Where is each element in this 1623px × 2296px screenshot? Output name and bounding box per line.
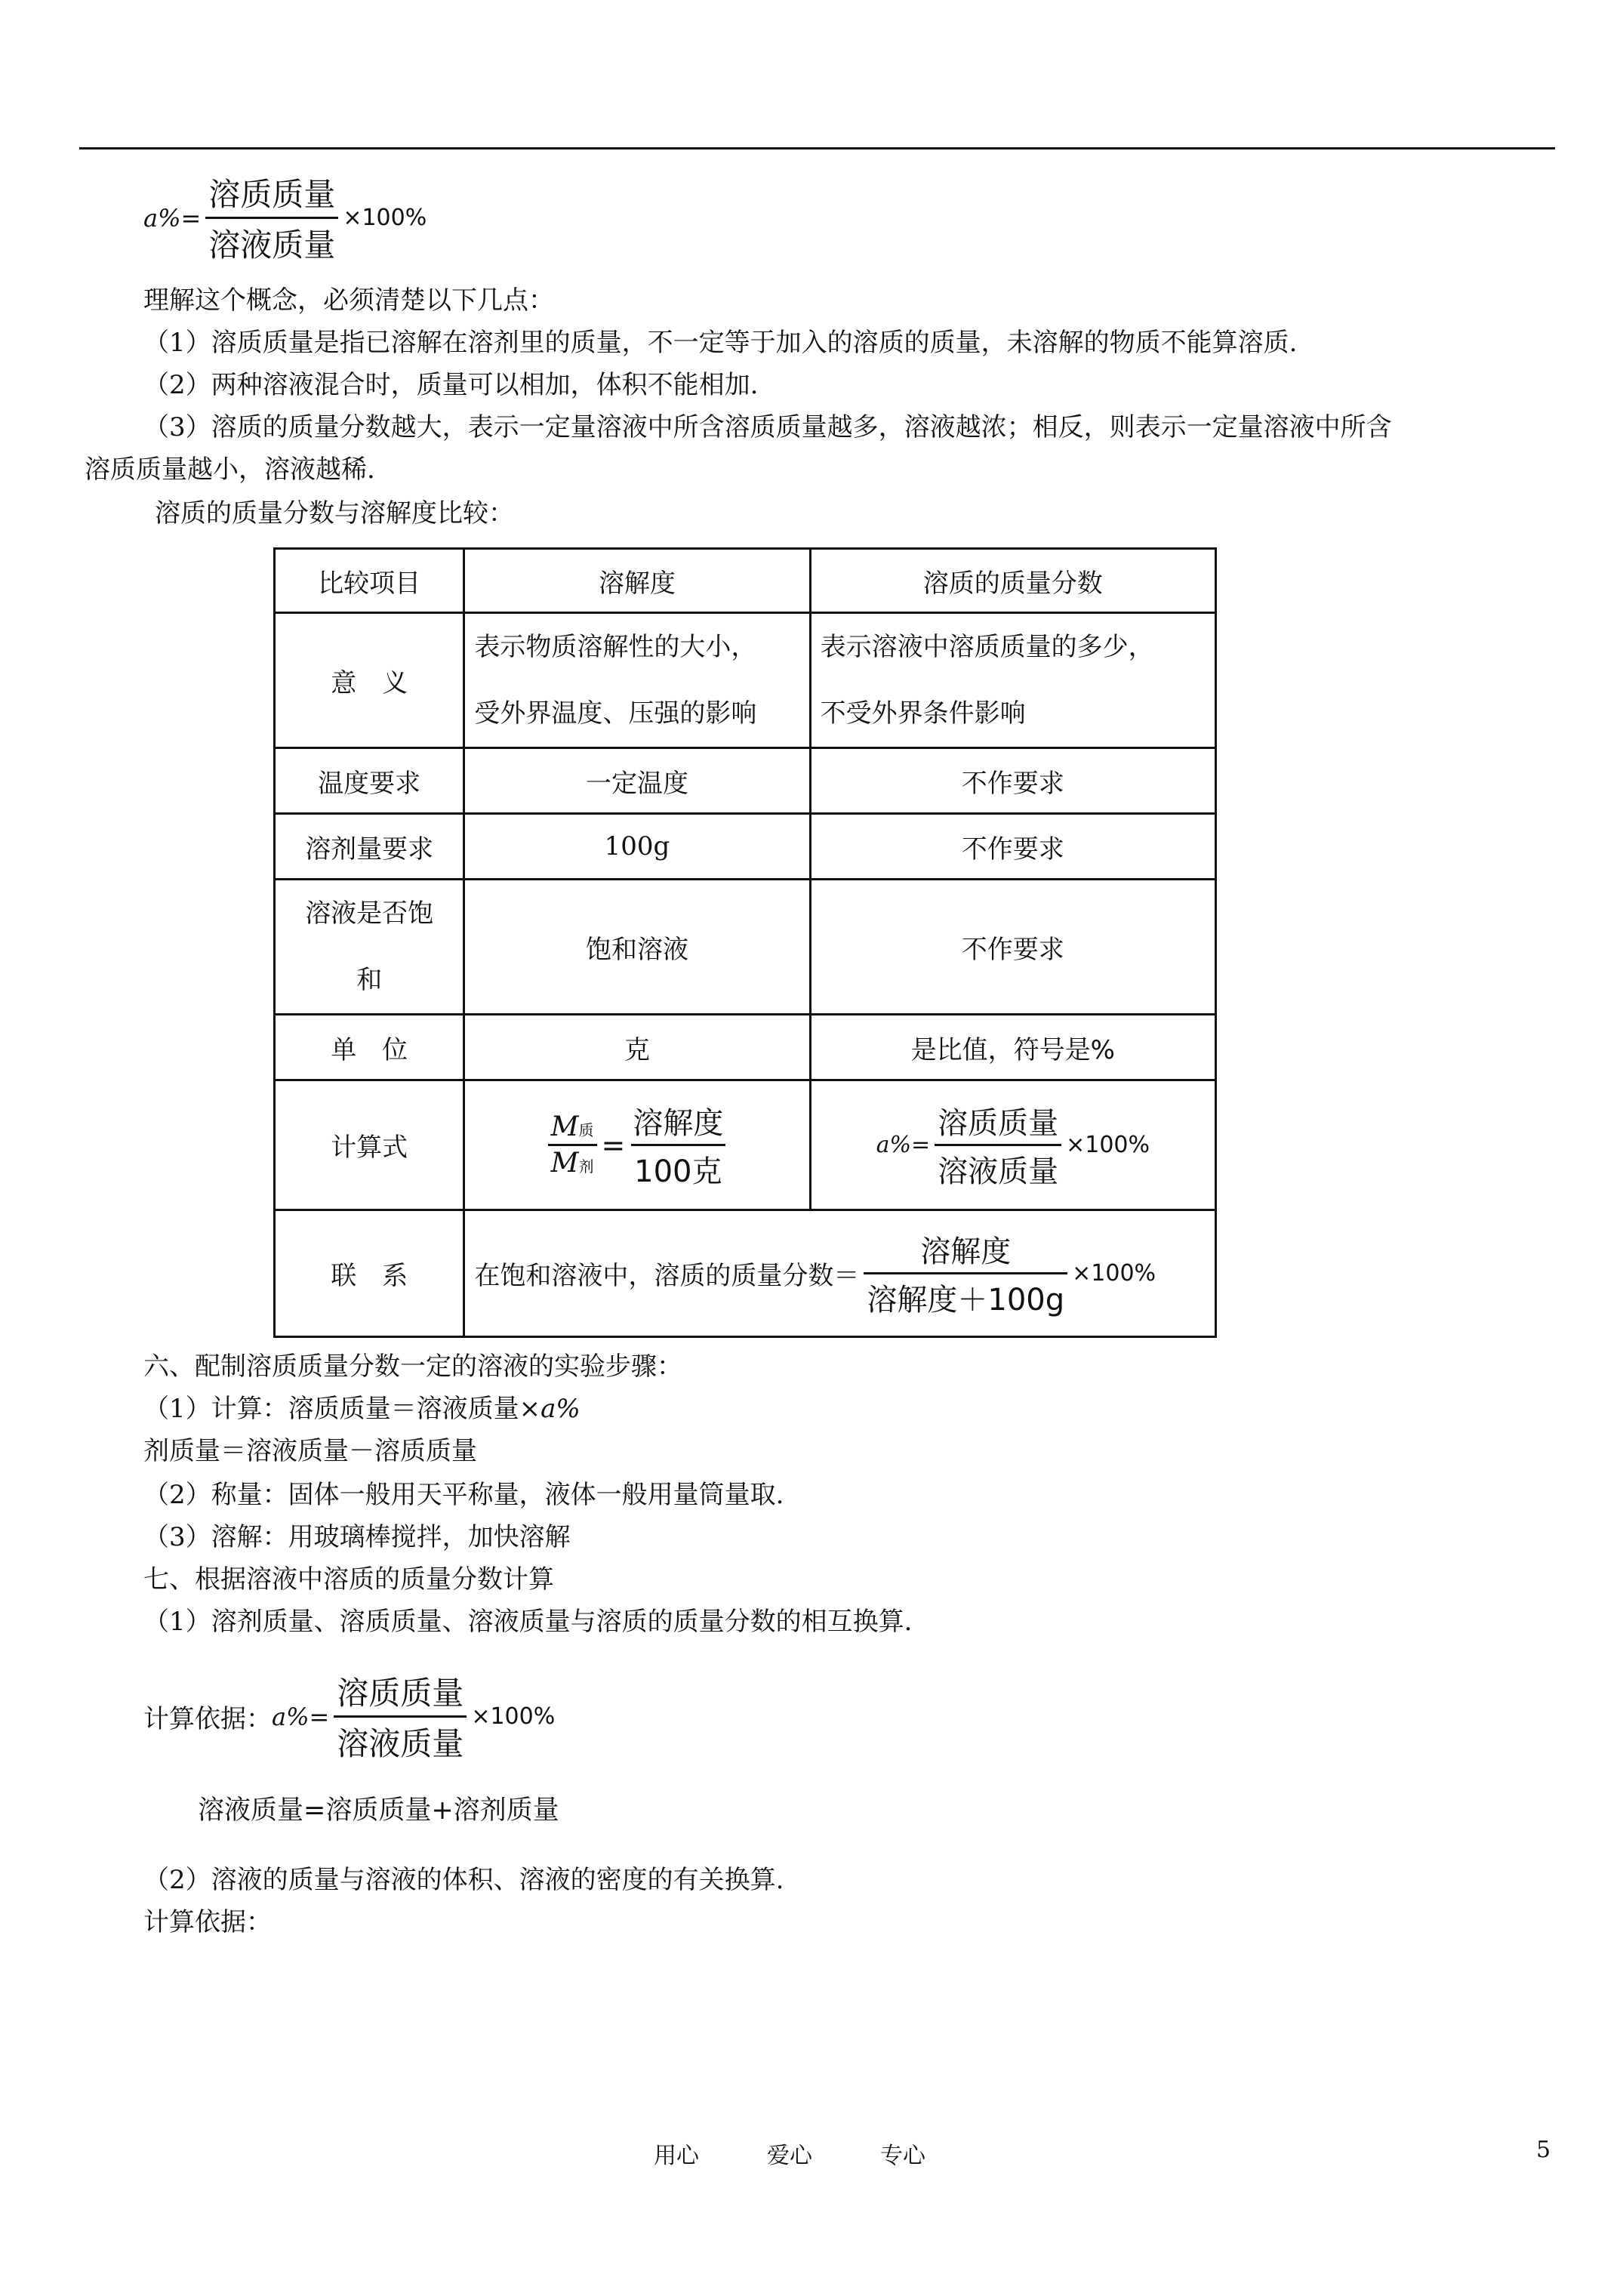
row-meaning-solubility: 表示物质溶解性的大小， 受外界温度、压强的影响 [464,613,810,748]
row-temperature-solubility: 一定温度 [464,748,810,814]
basis-label: 计算依据： [143,1704,272,1734]
row-meaning-fraction: 表示溶液中溶质质量的多少， 不受外界条件影响 [810,613,1215,748]
row-unit-solubility: 克 [464,1015,810,1080]
footer-word-1: 用心 [654,2143,699,2169]
formula-denominator: 溶液质量 [205,217,338,266]
paragraph-point-3-cont: 溶质质量越小，溶液越稀. [85,455,375,485]
header-rule [79,147,1555,149]
row-formula-solubility: $\frac{\text{M质}}{\text{M剂}}$ = $\frac{\text{溶解度}}{\text{100克}}$ [464,1080,810,1210]
formula-times: ×100% [343,205,427,231]
section6-step2: （2）称量：固体一般用天平称量，液体一般用量筒量取. [143,1480,784,1510]
header-mass-fraction: 溶质的质量分数 [810,549,1215,613]
section6-title: 六、配制溶质质量分数一定的溶液的实验步骤： [143,1351,682,1382]
paragraph-point-1: （1）溶质质量是指已溶解在溶剂里的质量，不一定等于加入的溶质的质量，未溶解的物质不能算溶质. [143,328,1298,358]
calculation-basis-formula: 计算依据： a%= $\frac{\text{溶质质量}}{\text{溶液质量}}$ ×100% [143,1669,555,1764]
row-solvent-label: 溶剂量要求 [275,814,464,880]
row-unit-fraction: 是比值，符号是% [810,1015,1215,1080]
footer-word-3: 专心 [880,2143,925,2169]
header-item: 比较项目 [275,549,464,613]
row-solvent-fraction: 不作要求 [810,814,1215,880]
row-temperature-label: 温度要求 [275,748,464,814]
comparison-table [273,547,1217,1338]
section6-step1: （1）计算：溶质质量＝溶液质量×a% [143,1394,581,1424]
paragraph-point-3: （3）溶质的质量分数越大，表示一定量溶液中所含溶质质量越多，溶液越浓；相反，则表示一定量溶液中所含 [143,412,1392,442]
row-relation-label: 联 系 [275,1210,464,1337]
top-formula [143,170,427,266]
row-saturation-fraction: 不作要求 [810,880,1215,1015]
table-row-solvent [275,814,1216,880]
section6-step1b: 剂质量＝溶液质量－溶质质量 [143,1436,477,1466]
table-row-temperature [275,748,1216,814]
row-saturation-label: 溶液是否饱 和 [275,880,464,1015]
table-row-relation [275,1210,1216,1337]
row-solvent-solubility: 100g [464,814,810,880]
section7-item1: （1）溶剂质量、溶质质量、溶液质量与溶质的质量分数的相互换算. [143,1607,913,1637]
row-formula-label: 计算式 [275,1080,464,1210]
footer-word-2: 爱心 [767,2143,812,2169]
table-caption: 溶质的质量分数与溶解度比较： [155,498,514,529]
section6-step3: （3）溶解：用玻璃棒搅拌，加快溶解 [143,1522,571,1552]
row-relation-content: 在饱和溶液中，溶质的质量分数＝ $\frac{\text{溶解度}}{\text{溶解度＋100g}}$ ×100% [464,1210,1216,1337]
paragraph-intro: 理解这个概念，必须清楚以下几点： [143,285,554,316]
row-temperature-fraction: 不作要求 [810,748,1215,814]
table-row-meaning [275,613,1216,748]
formula-numerator: 溶质质量 [208,176,336,213]
formula-lhs: a%= [143,203,202,233]
section7-title: 七、根据溶液中溶质的质量分数计算 [143,1564,554,1595]
solution-mass-equation: 溶液质量=溶质质量+溶剂质量 [198,1795,559,1826]
row-meaning-label: 意 义 [275,613,464,748]
table-header-row [275,549,1216,613]
row-saturation-solubility: 饱和溶液 [464,880,810,1015]
table-row-formula [275,1080,1216,1210]
paragraph-point-2: （2）两种溶液混合时，质量可以相加，体积不能相加. [143,370,759,400]
header-solubility: 溶解度 [464,549,810,613]
table-row-unit [275,1015,1216,1080]
row-unit-label: 单 位 [275,1015,464,1080]
row-formula-fraction: a%= $\frac{\text{溶质质量}}{\text{溶液质量}}$ ×100% [810,1080,1215,1210]
section7-basis-label-2: 计算依据： [143,1907,272,1937]
table-row-saturation [275,880,1216,1015]
section7-item2: （2）溶液的质量与溶液的体积、溶液的密度的有关换算. [143,1865,784,1895]
page-number: 5 [1536,2137,1551,2163]
